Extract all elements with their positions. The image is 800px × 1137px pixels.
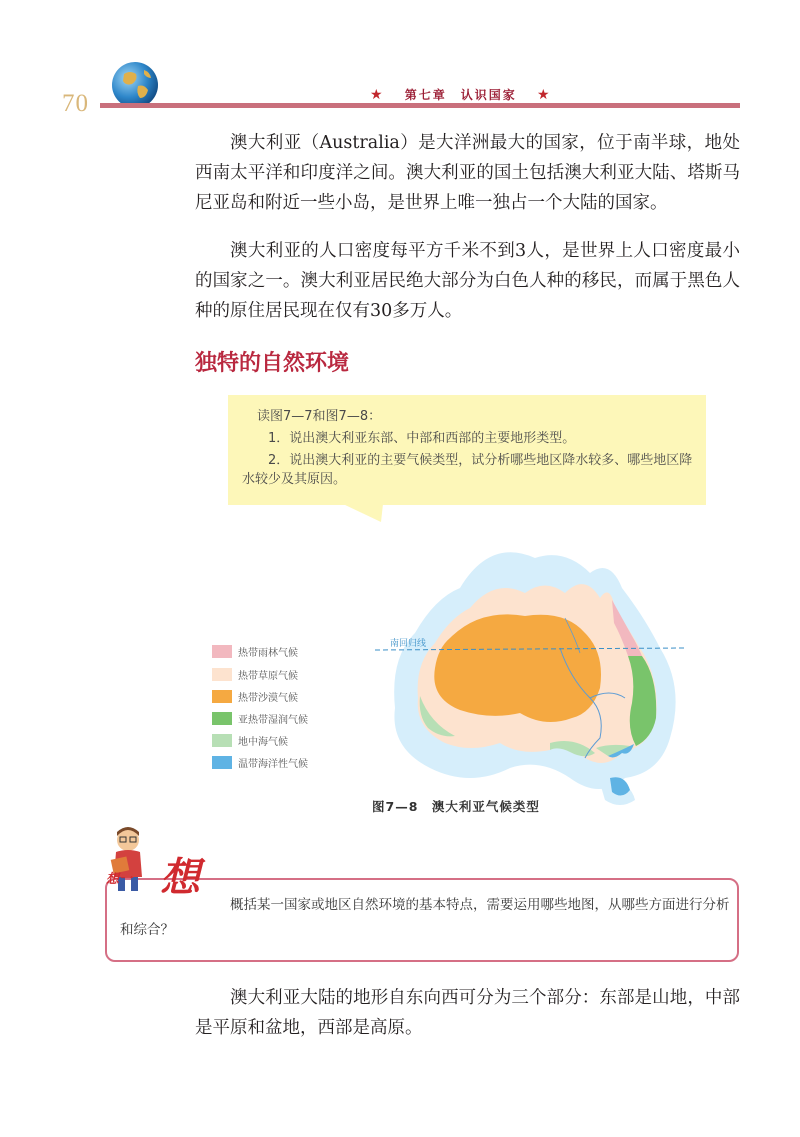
think-question: 概括某一国家或地区自然环境的基本特点，需要运用哪些地图，从哪些方面进行分析和综合？ (120, 897, 730, 938)
legend-label: 热带沙漠气候 (238, 692, 298, 704)
question-item: 2．说出澳大利亚的主要气候类型，试分析哪些地区降水较多、哪些地区降水较少及其原因。 (242, 453, 693, 487)
header-rule (100, 103, 740, 108)
star-icon: ★ (370, 87, 385, 103)
legend-item (212, 689, 298, 703)
section-title: 独特的自然环境 (195, 351, 350, 376)
legend-item (212, 733, 288, 747)
legend-item (212, 711, 308, 725)
legend-swatch (212, 756, 232, 769)
paragraph: 澳大利亚（Australia）是大洋洲最大的国家，位于南半球，地处西南太平洋和印度洋之间。澳大利亚的国土包括澳大利亚大陆、塔斯马尼亚岛和附近一些小岛，是世界上唯一独占一个大陆的国家。 (195, 133, 740, 213)
think-title: 想 (160, 854, 200, 901)
chapter-title: 第七章 认识国家 (404, 88, 517, 102)
tropic-label: 南回归线 (390, 639, 427, 649)
legend-label: 地中海气候 (238, 736, 288, 748)
question-item: 1．说出澳大利亚东部、中部和西部的主要地形类型。 (268, 431, 576, 446)
legend-swatch (212, 690, 232, 703)
speech-tail-icon (343, 504, 383, 524)
star-icon: ★ (536, 87, 552, 103)
legend-swatch (212, 734, 232, 747)
figure-caption: 图7—8 澳大利亚气候类型 (372, 799, 540, 814)
think-label: 想一 (106, 872, 133, 887)
australia-climate-map (360, 538, 700, 808)
legend-item (212, 667, 298, 681)
legend-item (212, 644, 298, 658)
legend-swatch (212, 712, 232, 725)
chapter-header (370, 86, 552, 103)
legend-label: 亚热带湿润气候 (238, 714, 308, 726)
legend-label: 热带雨林气候 (238, 647, 298, 659)
legend-swatch (212, 668, 232, 681)
legend-swatch (212, 645, 232, 658)
question-intro: 读图7—7和图7—8： (257, 409, 382, 424)
paragraph: 澳大利亚的人口密度每平方千米不到3人，是世界上人口密度最小的国家之一。澳大利亚居民绝大部分为白色人种的移民，而属于黑色人种的原住居民现在仅有30多万人。 (195, 241, 740, 321)
page-number: 70 (62, 90, 89, 117)
legend-label: 热带草原气候 (238, 670, 298, 682)
legend-label: 温带海洋性气候 (238, 758, 308, 770)
paragraph: 澳大利亚大陆的地形自东向西可分为三个部分：东部是山地，中部是平原和盆地，西部是高原。 (195, 988, 740, 1038)
legend-item (212, 755, 308, 769)
